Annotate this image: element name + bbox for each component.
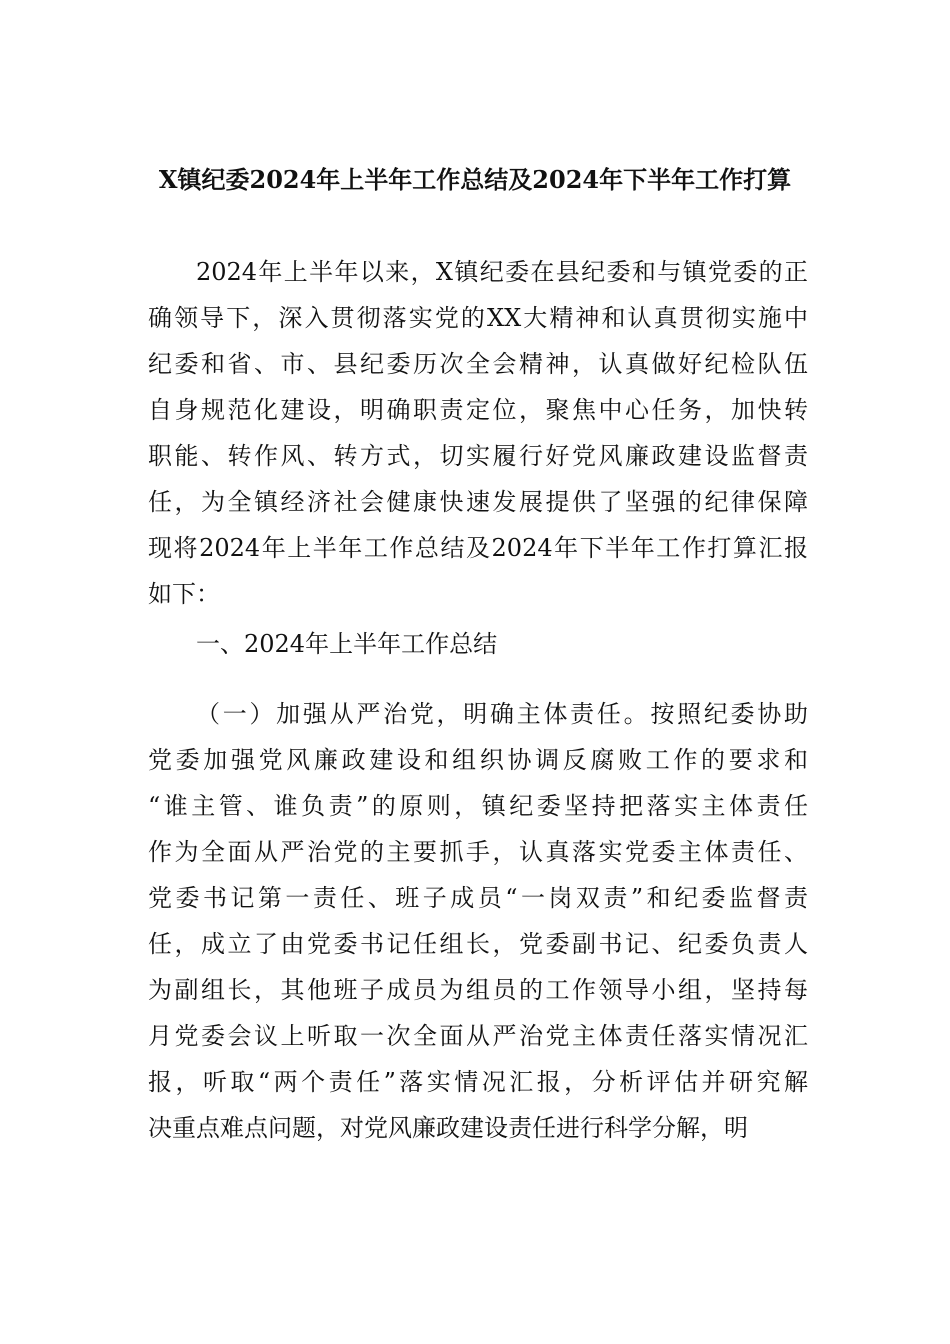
paragraph-line: 决重点难点问题，对党风廉政建设责任进行科学分解，明 [148,1114,748,1142]
document-title: X镇纪委2024年上半年工作总结及2024年下半年工作打算 [158,165,792,194]
paragraph-line: 自身规范化建设，明确职责定位，聚焦中心任务，加快转 [148,396,808,424]
paragraph-line: 任，成立了由党委书记任组长，党委副书记、纪委负责人 [148,930,808,958]
paragraph-line: （一）加强从严治党，明确主体责任。按照纪委协助 [196,700,808,728]
section-heading: 一、2024年上半年工作总结 [196,630,498,658]
paragraph-line: 作为全面从严治党的主要抓手，认真落实党委主体责任、 [148,838,808,866]
paragraph-line: 月党委会议上听取一次全面从严治党主体责任落实情况汇 [148,1022,808,1050]
paragraph-line: 2024年上半年以来，X镇纪委在县纪委和与镇党委的正 [196,258,808,286]
paragraph-line: 现将2024年上半年工作总结及2024年下半年工作打算汇报 [148,534,808,562]
paragraph-line: 为副组长，其他班子成员为组员的工作领导小组，坚持每 [148,976,808,1004]
paragraph-line: “谁主管、谁负责”的原则，镇纪委坚持把落实主体责任 [148,792,808,820]
paragraph-line: 党委书记第一责任、班子成员“一岗双责”和纪委监督责 [148,884,808,912]
paragraph-line: 报，听取“两个责任”落实情况汇报，分析评估并研究解 [148,1068,808,1096]
paragraph-line: 党委加强党风廉政建设和组织协调反腐败工作的要求和 [148,746,808,774]
paragraph-line: 如下： [148,580,220,608]
paragraph-line: 确领导下，深入贯彻落实党的XX大精神和认真贯彻实施中 [148,304,808,332]
paragraph-line: 职能、转作风、转方式，切实履行好党风廉政建设监督责 [148,442,808,470]
paragraph-line: 纪委和省、市、县纪委历次全会精神，认真做好纪检队伍 [148,350,808,378]
paragraph-line: 任，为全镇经济社会健康快速发展提供了坚强的纪律保障 [148,488,808,516]
